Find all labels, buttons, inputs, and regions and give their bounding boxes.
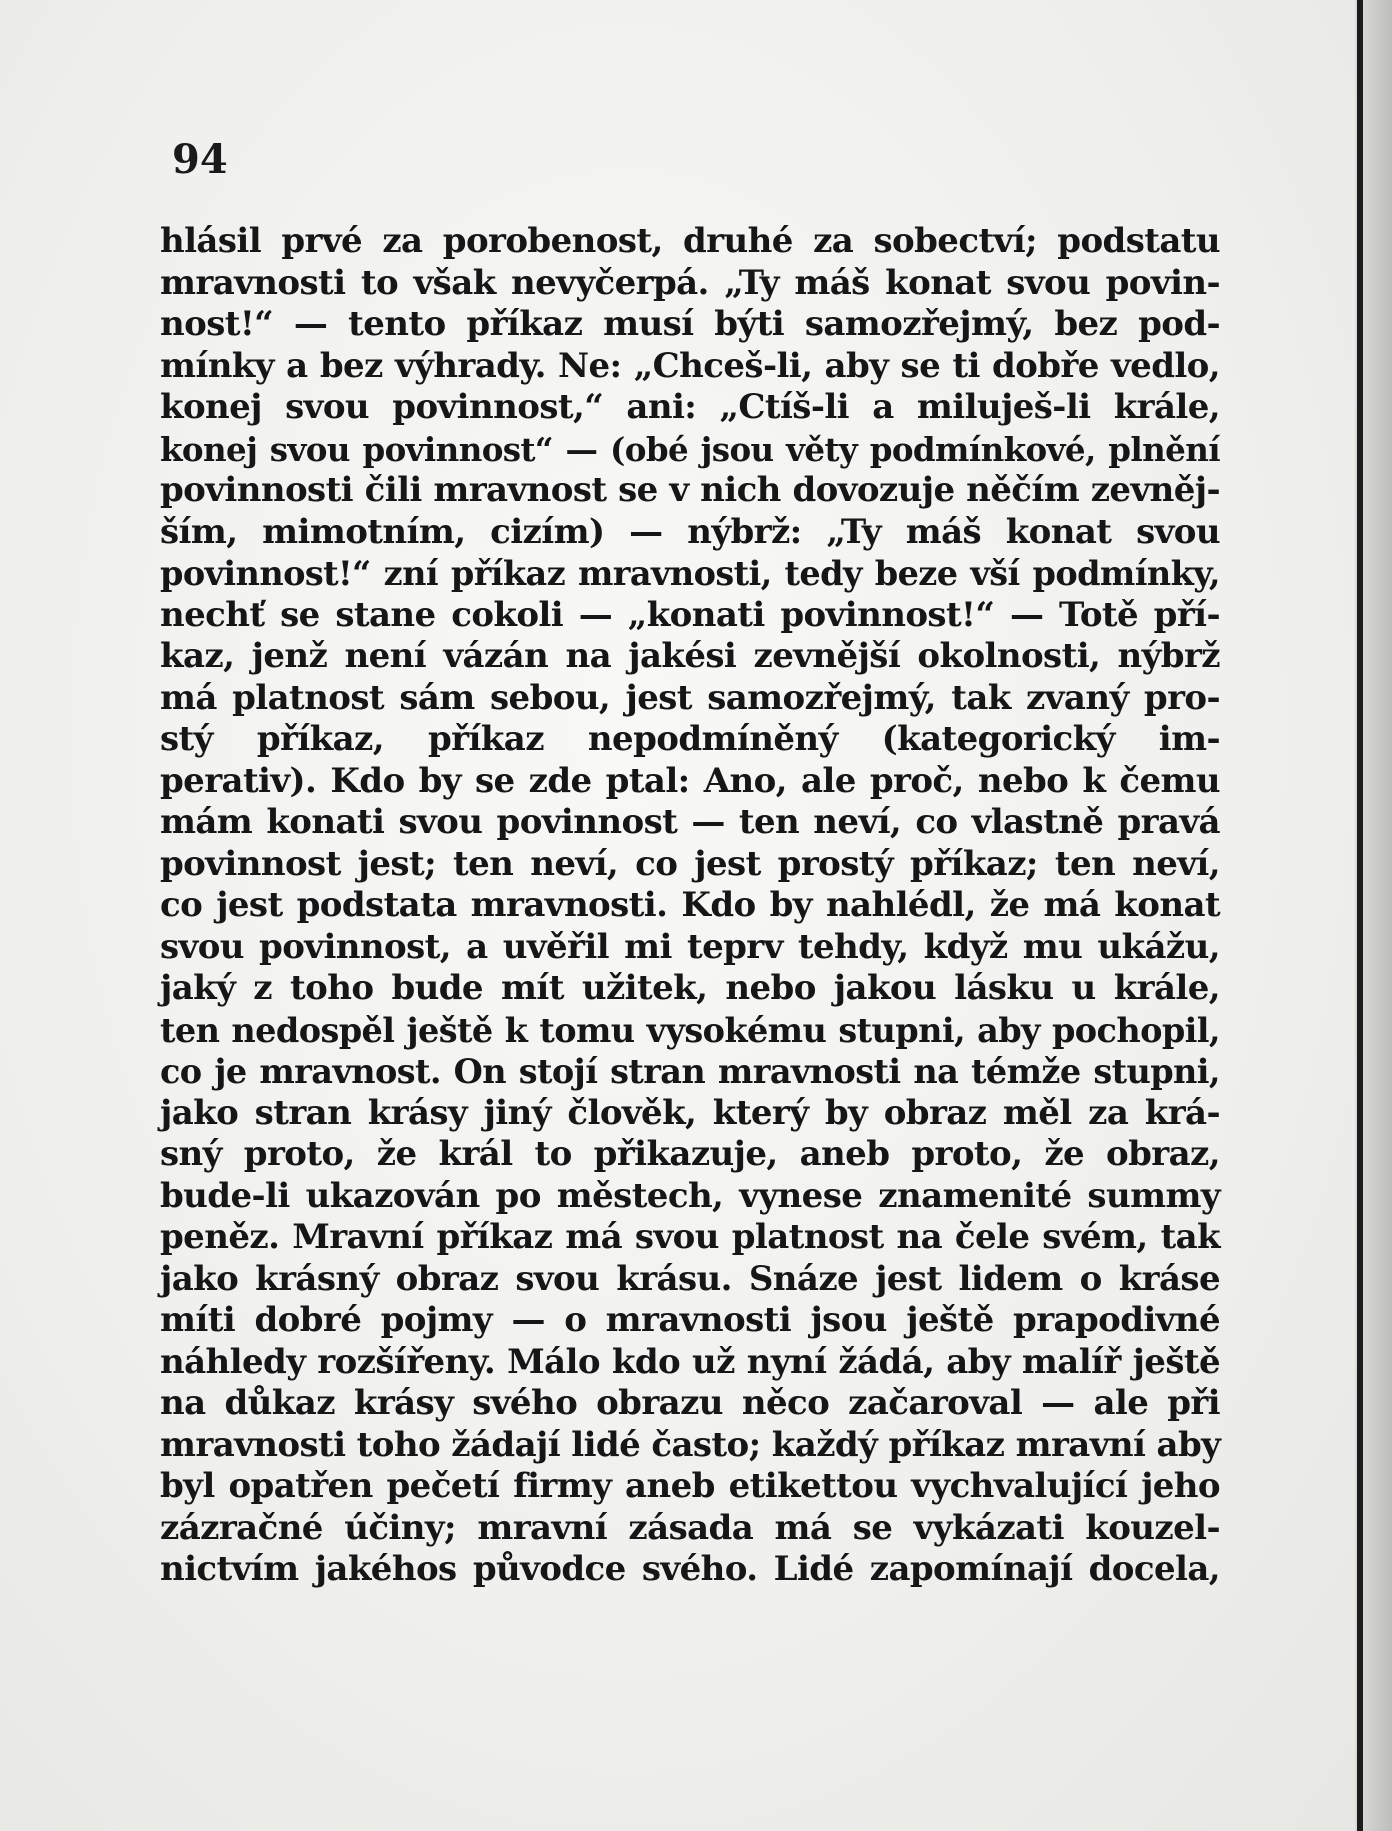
text-line: ším, mimotním, cizím) — nýbrž: „Ty máš konat svou [160, 511, 1220, 552]
text-line: hlásil prvé za porobenost, druhé za sobectví; podstatu [160, 221, 1220, 261]
text-line: konej svou povinnost“ — (obé jsou věty podmínkové, plnění [160, 429, 1220, 469]
text-line: mínky a bez výhrady. Ne: „Chceš-li, aby se ti dobře vedlo, [160, 345, 1220, 386]
text-line: povinnosti čili mravnost se v nich dovozuje něčím zevněj- [160, 470, 1220, 510]
text-line: stý příkaz, příkaz nepodmíněný (kategorický im- [160, 719, 1220, 759]
text-line: jako krásný obraz svou krásu. Snáze jest lidem o kráse [160, 1258, 1220, 1299]
text-line: míti dobré pojmy — o mravnosti jsou ještě prapodivné [160, 1300, 1220, 1340]
text-line: jaký z toho bude mít užitek, nebo jakou lásku u krále, [160, 968, 1220, 1008]
body-text [160, 221, 1220, 1591]
text-line: mravnosti to však nevyčerpá. „Ty máš konat svou povin- [160, 262, 1220, 303]
text-line: na důkaz krásy svého obrazu něco začaroval — ale při [160, 1383, 1220, 1423]
text-line: co jest podstata mravnosti. Kdo by nahlédl, že má konat [160, 885, 1220, 925]
text-line: nost!“ — tento příkaz musí býti samozřejmý, bez pod- [160, 304, 1220, 344]
text-line: ten nedospěl ještě k tomu vysokému stupni, aby pochopil, [160, 1010, 1220, 1050]
text-line: zázračné účiny; mravní zásada má se vykázati kouzel- [160, 1507, 1220, 1548]
text-line: mám konati svou povinnost — ten neví, co vlastně pravá [160, 802, 1220, 842]
text-line: povinnost jest; ten neví, co jest prostý příkaz; ten neví, [160, 843, 1220, 884]
text-line: konej svou povinnost,“ ani: „Ctíš-li a miluješ-li krále, [160, 387, 1220, 427]
text-line: náhledy rozšířeny. Málo kdo už nyní žádá, aby malíř ještě [160, 1341, 1220, 1382]
text-line: nechť se stane cokoli — „konati povinnost!“ — Totě pří- [160, 594, 1220, 635]
text-line: má platnost sám sebou, jest samozřejmý, tak zvaný pro- [160, 677, 1220, 718]
text-line: jako stran krásy jiný člověk, který by obraz měl za krá- [160, 1092, 1220, 1133]
text-line: svou povinnost, a uvěřil mi teprv tehdy, když mu ukážu, [160, 926, 1220, 967]
text-line: mravnosti toho žádají lidé často; každý příkaz mravní aby [160, 1424, 1221, 1465]
text-line: nictvím jakéhos původce svého. Lidé zapomínají docela, [160, 1549, 1220, 1589]
page-binding-edge [1357, 0, 1363, 1831]
text-line: peněz. Mravní příkaz má svou platnost na čele svém, tak [160, 1217, 1220, 1257]
page-number: 94 [172, 136, 228, 183]
text-line: kaz, jenž není vázán na jakési zevnější okolnosti, nýbrž [160, 636, 1220, 676]
text-line: povinnost!“ zní příkaz mravnosti, tedy beze vší podmínky, [160, 554, 1220, 593]
text-line: co je mravnost. On stojí stran mravnosti na témže stupni, [160, 1052, 1220, 1091]
text-line: bude-li ukazován po městech, vynese znamenité summy [160, 1175, 1220, 1216]
text-line: sný proto, že král to přikazuje, aneb proto, že obraz, [160, 1134, 1220, 1174]
text-line: byl opatřen pečetí firmy aneb etikettou vychvalující jeho [160, 1466, 1220, 1506]
text-line: perativ). Kdo by se zde ptal: Ano, ale proč, nebo k čemu [160, 760, 1220, 801]
